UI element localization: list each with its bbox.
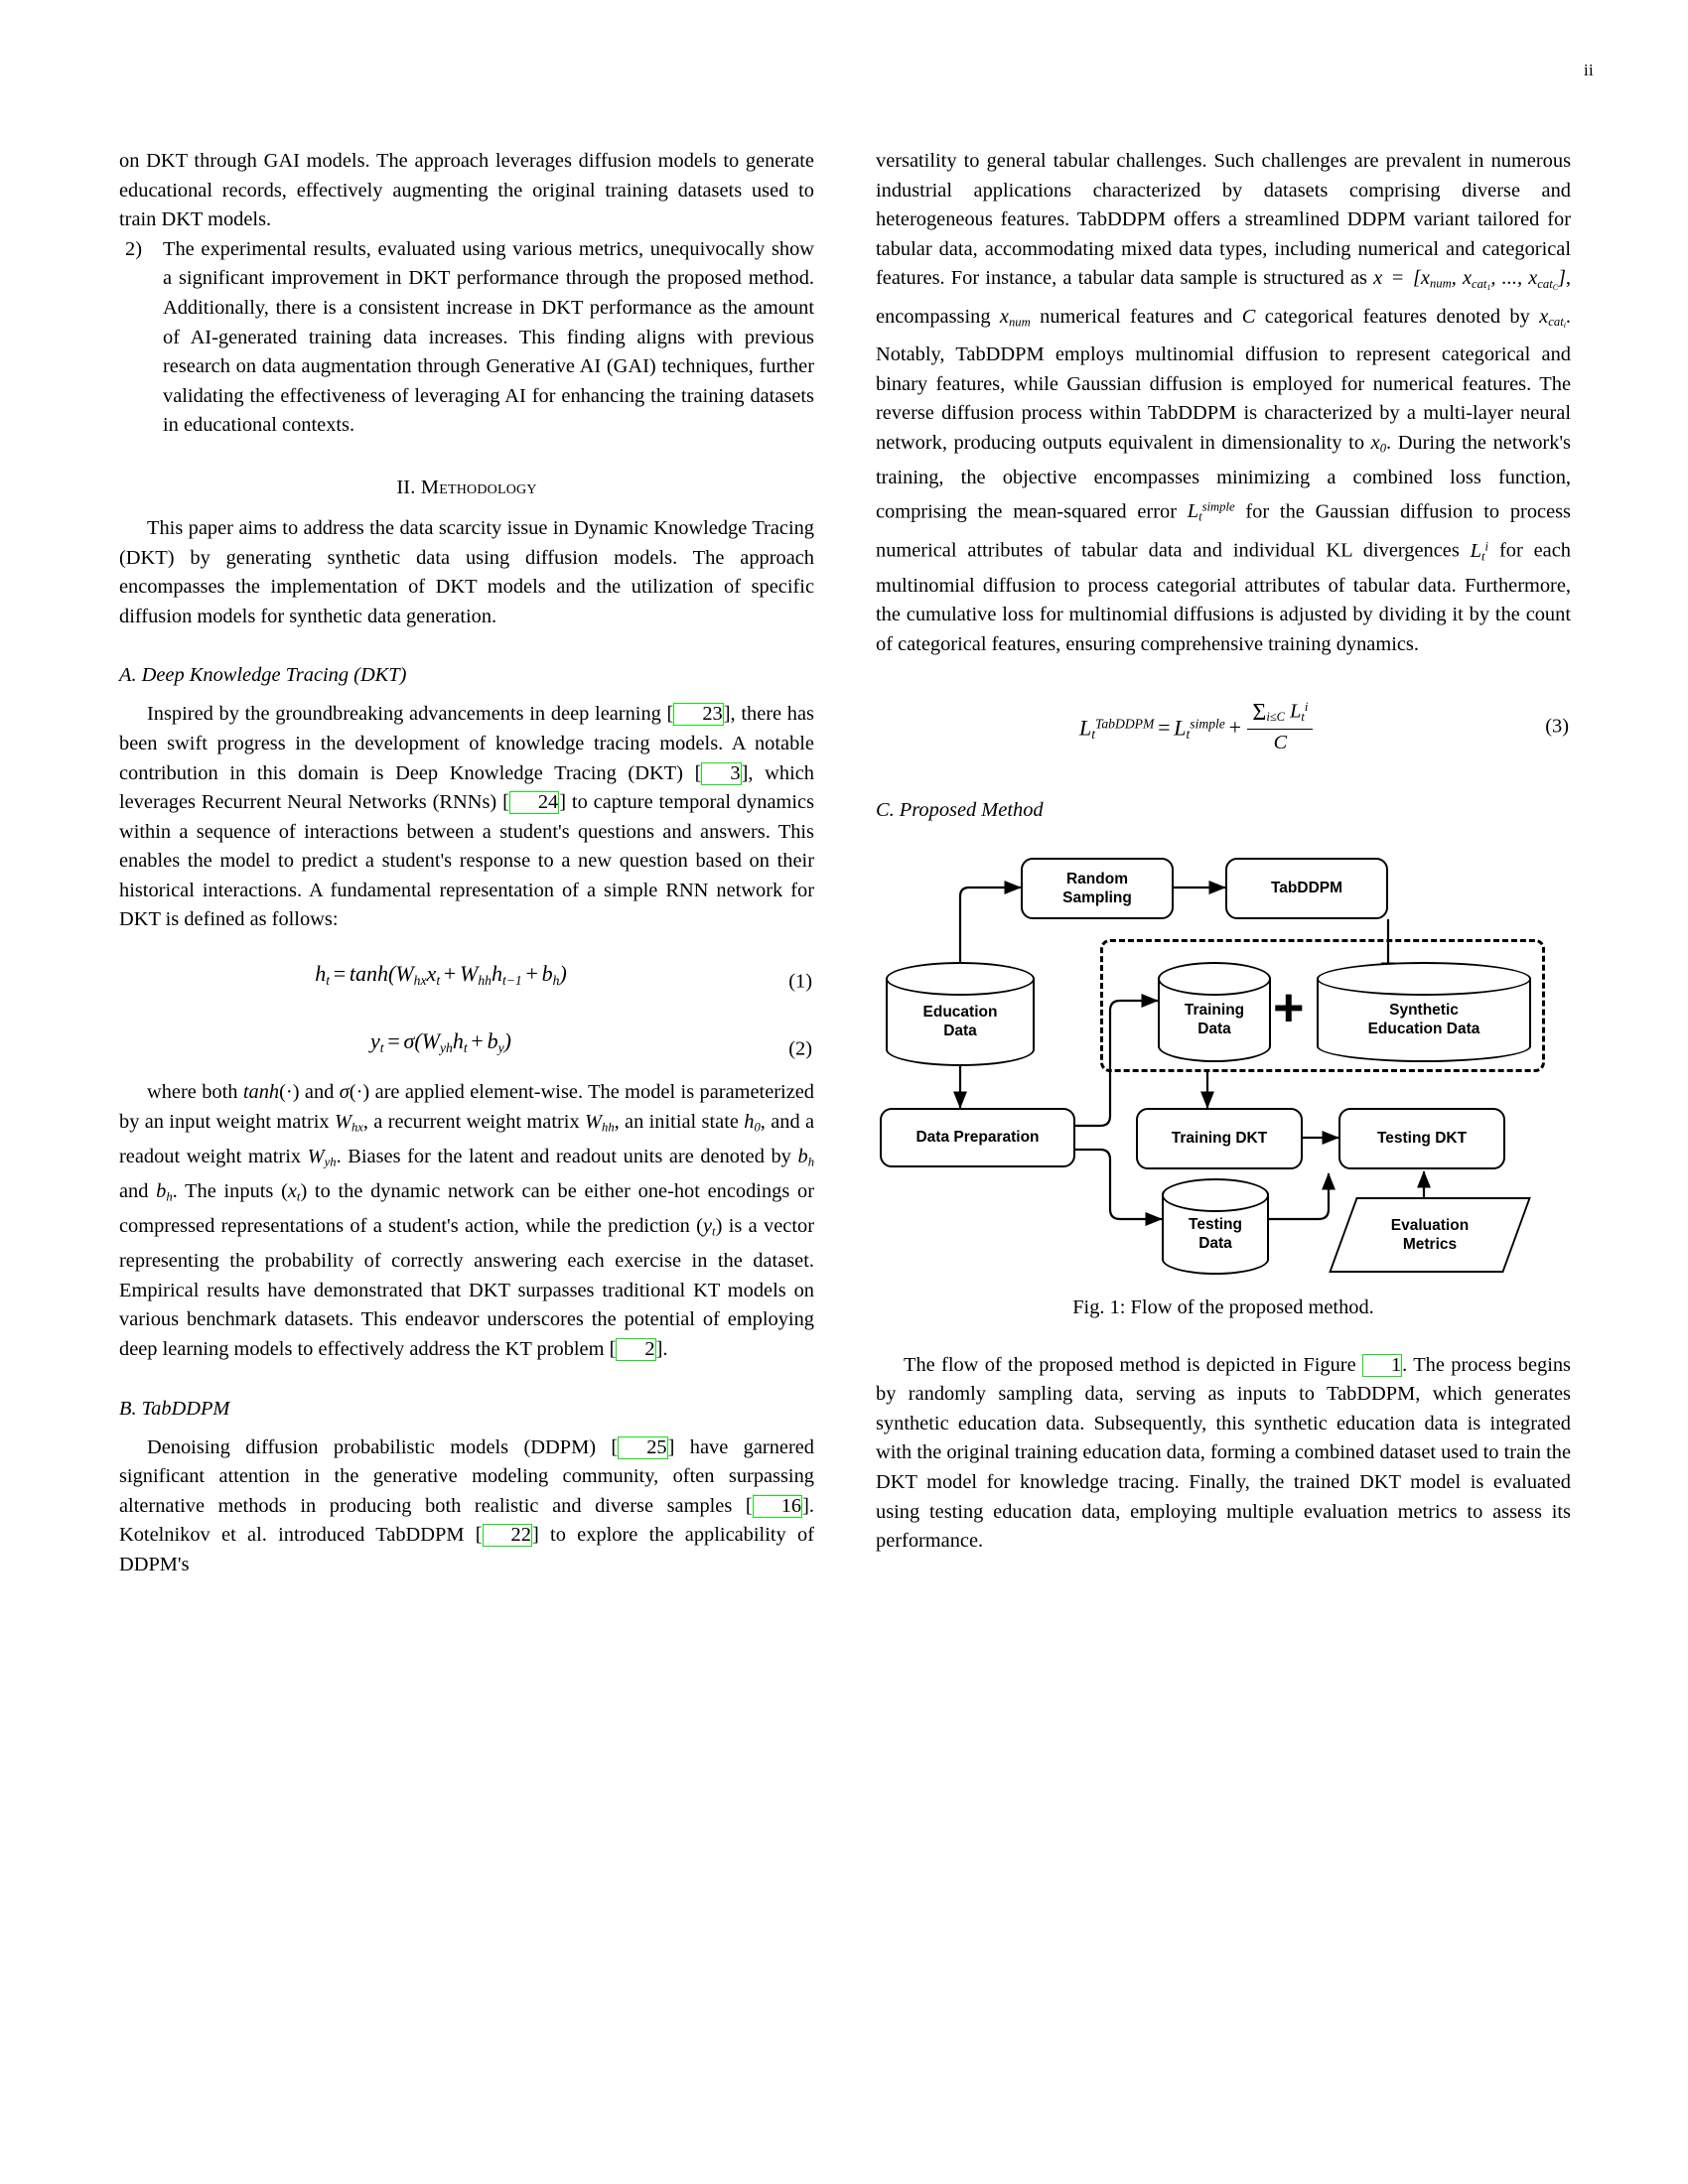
math-bh1: $b_h$	[797, 1145, 814, 1169]
rc-seg2: , encompassing	[876, 267, 1571, 328]
node-education-data[interactable]	[886, 963, 1035, 1066]
dkt-p1-seg2: , there has been swift progress in the development of knowledge tracing models. A notable contribution in this domain is Deep Knowledge Tracing (DKT)	[119, 703, 814, 784]
dkt-p2-seg8: . The inputs (	[172, 1179, 288, 1202]
math-xcati: $x_{cat_i}$	[1539, 305, 1566, 331]
node-testing-data[interactable]	[1162, 1179, 1269, 1275]
citation-link-16[interactable]: 16	[753, 1495, 802, 1518]
section-title: Methodology	[420, 476, 537, 498]
plus-icon: +	[1273, 977, 1305, 1037]
equation-1-tag: (1)	[788, 970, 812, 993]
subsection-heading-c: C. Proposed Method	[876, 798, 1044, 821]
math-sample-vector: $x = [x_{num}$, $x_{cat_1}$, ..., $x_{cat_C}$]	[1373, 267, 1566, 293]
node-evaluation-line2: Metrics	[1402, 1235, 1458, 1253]
math-C: C	[1241, 305, 1256, 328]
equation-1-body: $h_t = \tanh(W_{hx}x_t + W_{hh}h_{t-1} + b_h)$	[315, 961, 567, 988]
tabddpm-continuation-paragraph	[876, 147, 1571, 660]
equation-3	[876, 700, 1571, 754]
node-synthetic-education-data[interactable]	[1317, 963, 1531, 1062]
right-column	[876, 147, 1571, 1580]
tabddpm-seg1: Denoising diffusion probabilistic models (DDPM)	[147, 1435, 612, 1458]
math-xt: $x_t$	[287, 1179, 301, 1204]
node-training-dkt-label: Training DKT	[1171, 1130, 1268, 1148]
equation-2-tag: (2)	[788, 1037, 812, 1060]
figure-1-canvas	[876, 852, 1571, 1279]
dkt-p2-seg9: ) to the dynamic network can be either one-hot encodings or compressed representations of a student's action, while the prediction (	[119, 1179, 814, 1238]
node-evaluation-metrics[interactable]	[1342, 1197, 1517, 1273]
tabddpm-paragraph: Denoising diffusion probabilistic models (DDPM) [ 25] have garnered significant attention in the generative modeling community, often surpassing alternative methods in producing both realistic and diverse samples [ 16]. Kotelnikov et al. introduced TabDDPM [ 22] to explore the applicability of DDPM's	[119, 1435, 814, 1575]
node-testing-dkt[interactable]	[1338, 1108, 1505, 1169]
math-x0: $x_0$	[1370, 431, 1387, 456]
math-tanh: tanh	[242, 1081, 280, 1104]
list-continuation-paragraph: on DKT through GAI models. The approach leverages diffusion models to generate educational records, effectively augmenting the original training datasets used to train DKT models.	[119, 150, 814, 231]
rc-seg8: for each multinomial diffusion to process categorial attributes of tabular data. Furthermore, the cumulative loss for multinomial diffusions is adjusted by dividing it by the count of categorical features, ensuring comprehensive training dynamics.	[876, 539, 1571, 656]
rc-seg4: categorical features denoted by	[1255, 305, 1540, 328]
dkt-p1-seg1: Inspired by the groundbreaking advancements in deep learning	[147, 703, 667, 726]
tabddpm-seg4: to explore the applicability of DDPM's	[119, 1524, 814, 1575]
dkt-p2-seg10: ) is a vector representing the probability of correctly answering each exercise in the dataset. Empirical results have demonstrated that DKT surpasses traditional KT models on various benchmark datasets. This endeavor underscores the potential of employing deep learning models to effectively address the KT problem	[119, 1215, 815, 1360]
node-random-sampling-line2: Sampling	[1062, 888, 1132, 906]
node-data-preparation-label: Data Preparation	[915, 1129, 1040, 1147]
math-xnum: $x_{num}$	[999, 305, 1031, 330]
rc-seg7: for the Gaussian diffusion to process numerical attributes of tabular data and individual KL divergences	[876, 500, 1571, 562]
closing-seg1: The flow of the proposed method is depicted in Figure	[904, 1353, 1362, 1376]
dkt-p2-seg7: and	[119, 1179, 157, 1202]
dkt-p2-seg1: where both	[147, 1081, 243, 1104]
node-evaluation-line1: Evaluation	[1390, 1216, 1470, 1234]
figure-reference-link[interactable]: 1	[1362, 1354, 1402, 1377]
math-lsimple: $L_t^{simple}$	[1187, 499, 1235, 524]
node-data-preparation[interactable]	[880, 1108, 1075, 1167]
citation-link-22[interactable]: 22	[483, 1524, 532, 1547]
dkt-p1-seg3: , which leverages Recurrent Neural Networks (RNNs)	[119, 761, 814, 814]
equation-2-body: $y_t = \sigma(W_{yh}h_t + b_y)$	[370, 1028, 511, 1055]
math-h0: $h_0$	[744, 1110, 761, 1135]
subsection-heading-b: B. TabDDPM	[119, 1397, 230, 1420]
citation-link-3[interactable]: 3	[701, 762, 741, 785]
dkt-paragraph-2: where both tanh(·) and σ(·) are applied element-wise. The model is parameterized by an input weight matrix $W_{hx}$, a recurrent weight matrix $W_{hh}$, an initial state $h_0$, and a readout weight matrix $W_{yh}$. Biases for the latent and readout units are denoted by $b_h$ and $b_h$. The inputs $(x_t)$ to the dynamic network can be either one-hot encodings or compressed representations of a student's action, while the prediction $(y_t)$ is a vector representing the probability of correctly answering each exercise in the dataset. Empirical results have demonstrated that DKT surpasses traditional KT models on various benchmark datasets. This endeavor underscores the potential of employing deep learning models to effectively address the KT problem [ 2].	[119, 1081, 815, 1360]
node-random-sampling-line1: Random	[1065, 870, 1128, 887]
dkt-paragraph-1: Inspired by the groundbreaking advancements in deep learning [ 23], there has been swift progress in the development of knowledge tracing models. A notable contribution in this domain is Deep Knowledge Tracing (DKT) [ 3], which leverages Recurrent Neural Networks (RNNs) [ 24] to capture temporal dynamics within a sequence of interactions between a student's questions and answers. This enables the model to predict a student's response to a new question based on their historical interactions. A fundamental representation of a simple RNN network for DKT is defined as follows:	[119, 703, 815, 931]
math-sigma: σ	[339, 1081, 350, 1104]
section-heading-methodology	[119, 474, 814, 501]
dkt-p2-seg4: , an initial state	[614, 1110, 745, 1133]
math-whx: $W_{hx}$	[334, 1110, 363, 1135]
tabddpm-seg3: . Kotelnikov et al. introduced TabDDPM	[119, 1494, 814, 1547]
node-training-data[interactable]	[1158, 963, 1271, 1062]
figure-1	[876, 852, 1571, 1321]
dkt-p2-seg6: . Biases for the latent and readout units are denoted by	[336, 1145, 798, 1167]
citation-link-23[interactable]: 23	[673, 703, 723, 726]
node-synthetic-line1: Synthetic	[1389, 1001, 1459, 1019]
math-lti: $L_t^i$	[1470, 539, 1489, 564]
math-bh2: $b_h$	[156, 1179, 173, 1204]
subsection-heading-a: A. Deep Knowledge Tracing (DKT)	[119, 664, 407, 687]
rc-seg3: numerical features and	[1030, 305, 1242, 328]
equation-3-tag: (3)	[1545, 715, 1569, 738]
two-column-body	[119, 147, 1571, 1580]
dkt-p2-seg3: , a recurrent weight matrix	[362, 1110, 585, 1133]
math-wyh: $W_{yh}$	[307, 1145, 337, 1169]
citation-link-2[interactable]: 2	[616, 1338, 655, 1361]
page-folio: ii	[1583, 61, 1594, 79]
math-yt: $y_t$	[702, 1215, 716, 1239]
rc-seg1: versatility to general tabular challenges. Such challenges are prevalent in numerous industrial applications characterized by datasets comprising diverse and heterogeneous features. TabDDPM offers a streamlined DDPM variant tailored for tabular data, accommodating mixed data types, including numerical and categorical features. For instance, a tabular data sample is structured as	[876, 150, 1571, 290]
node-random-sampling[interactable]	[1021, 858, 1174, 919]
list-item-marker: 2)	[125, 237, 142, 260]
node-tabddpm-label: TabDDPM	[1270, 880, 1343, 897]
node-education-data-line1: Education	[922, 1003, 998, 1021]
equation-3-body: $L_t^{TabDDPM} = L_t^{simple}$ + $\frac{\Sigma_{i\le C} L_t^i}{C}$	[876, 700, 1571, 754]
left-column	[119, 147, 814, 1580]
closing-paragraph	[876, 1351, 1571, 1557]
rc-seg5: . Notably, TabDDPM employs multinomial diffusion to represent categorical and binary features, while Gaussian diffusion is employed for numerical features. The reverse diffusion process within TabDDPM is characterized by a multi-layer neural network, producing outputs equivalent in dimensionality to	[876, 305, 1572, 454]
figure-1-caption: Fig. 1: Flow of the proposed method.	[1072, 1296, 1374, 1318]
equation-2	[119, 1028, 814, 1070]
section-numeral: II.	[396, 476, 416, 498]
node-tabddpm[interactable]	[1225, 858, 1388, 919]
node-testing-dkt-label: Testing DKT	[1376, 1130, 1468, 1148]
node-training-dkt[interactable]	[1136, 1108, 1303, 1169]
math-whh: $W_{hh}$	[585, 1110, 615, 1135]
closing-seg2: . The process begins by randomly sampling data, serving as inputs to TabDDPM, which generates synthetic education data. Subsequently, this synthetic education data is integrated with the original training education data, forming a combined dataset used to train the DKT model for knowledge tracing. Finally, the trained DKT model is evaluated using testing education data, employing multiple evaluation metrics to assess its performance.	[876, 1353, 1571, 1553]
list-item	[119, 235, 814, 441]
rc-seg6: . During the network's training, the objective encompasses minimizing a combined loss function, comprising the mean-squared error	[876, 431, 1571, 523]
equation-1	[119, 961, 814, 1003]
node-testing-data-line1: Testing	[1189, 1215, 1242, 1233]
node-synthetic-line2: Education Data	[1367, 1020, 1480, 1037]
dkt-p2-seg11: .	[662, 1337, 668, 1360]
list-item-text: The experimental results, evaluated using various metrics, unequivocally show a significant improvement in DKT performance through the proposed method. Additionally, there is a consistent increase in DKT performance as the amount of AI-generated training data increases. This finding aligns with previous research on data augmentation through Generative AI (GAI) techniques, further validating the effectiveness of leveraging AI for enhancing the training datasets in educational contexts.	[163, 237, 814, 437]
citation-link-24[interactable]: 24	[509, 791, 559, 814]
node-testing-data-line2: Data	[1198, 1234, 1232, 1252]
tabddpm-seg2: have garnered significant attention in the generative modeling community, often surpassing alternative methods in producing both realistic and diverse samples	[119, 1435, 814, 1517]
dkt-p2-seg5: , and a readout weight matrix	[119, 1110, 815, 1167]
methodology-paragraph: This paper aims to address the data scarcity issue in Dynamic Knowledge Tracing (DKT) by generating synthetic data using diffusion models. The approach encompasses the implementation of DKT models and the utilization of specific diffusion models for synthetic data generation.	[119, 516, 814, 627]
node-education-data-line2: Data	[943, 1022, 977, 1039]
dkt-p1-seg4: to capture temporal dynamics within a sequence of interactions between a student's questions and answers. This enables the model to predict a student's response to a new question based on their historical interactions. A fundamental representation of a simple RNN network for DKT is defined as follows:	[119, 791, 815, 931]
node-training-data-line1: Training	[1184, 1001, 1245, 1019]
node-training-data-line2: Data	[1197, 1020, 1231, 1037]
contributions-list	[119, 235, 814, 441]
dkt-p2-seg2: are applied element-wise. The model is parameterized by an input weight matrix	[119, 1081, 814, 1133]
citation-link-25[interactable]: 25	[618, 1436, 667, 1459]
